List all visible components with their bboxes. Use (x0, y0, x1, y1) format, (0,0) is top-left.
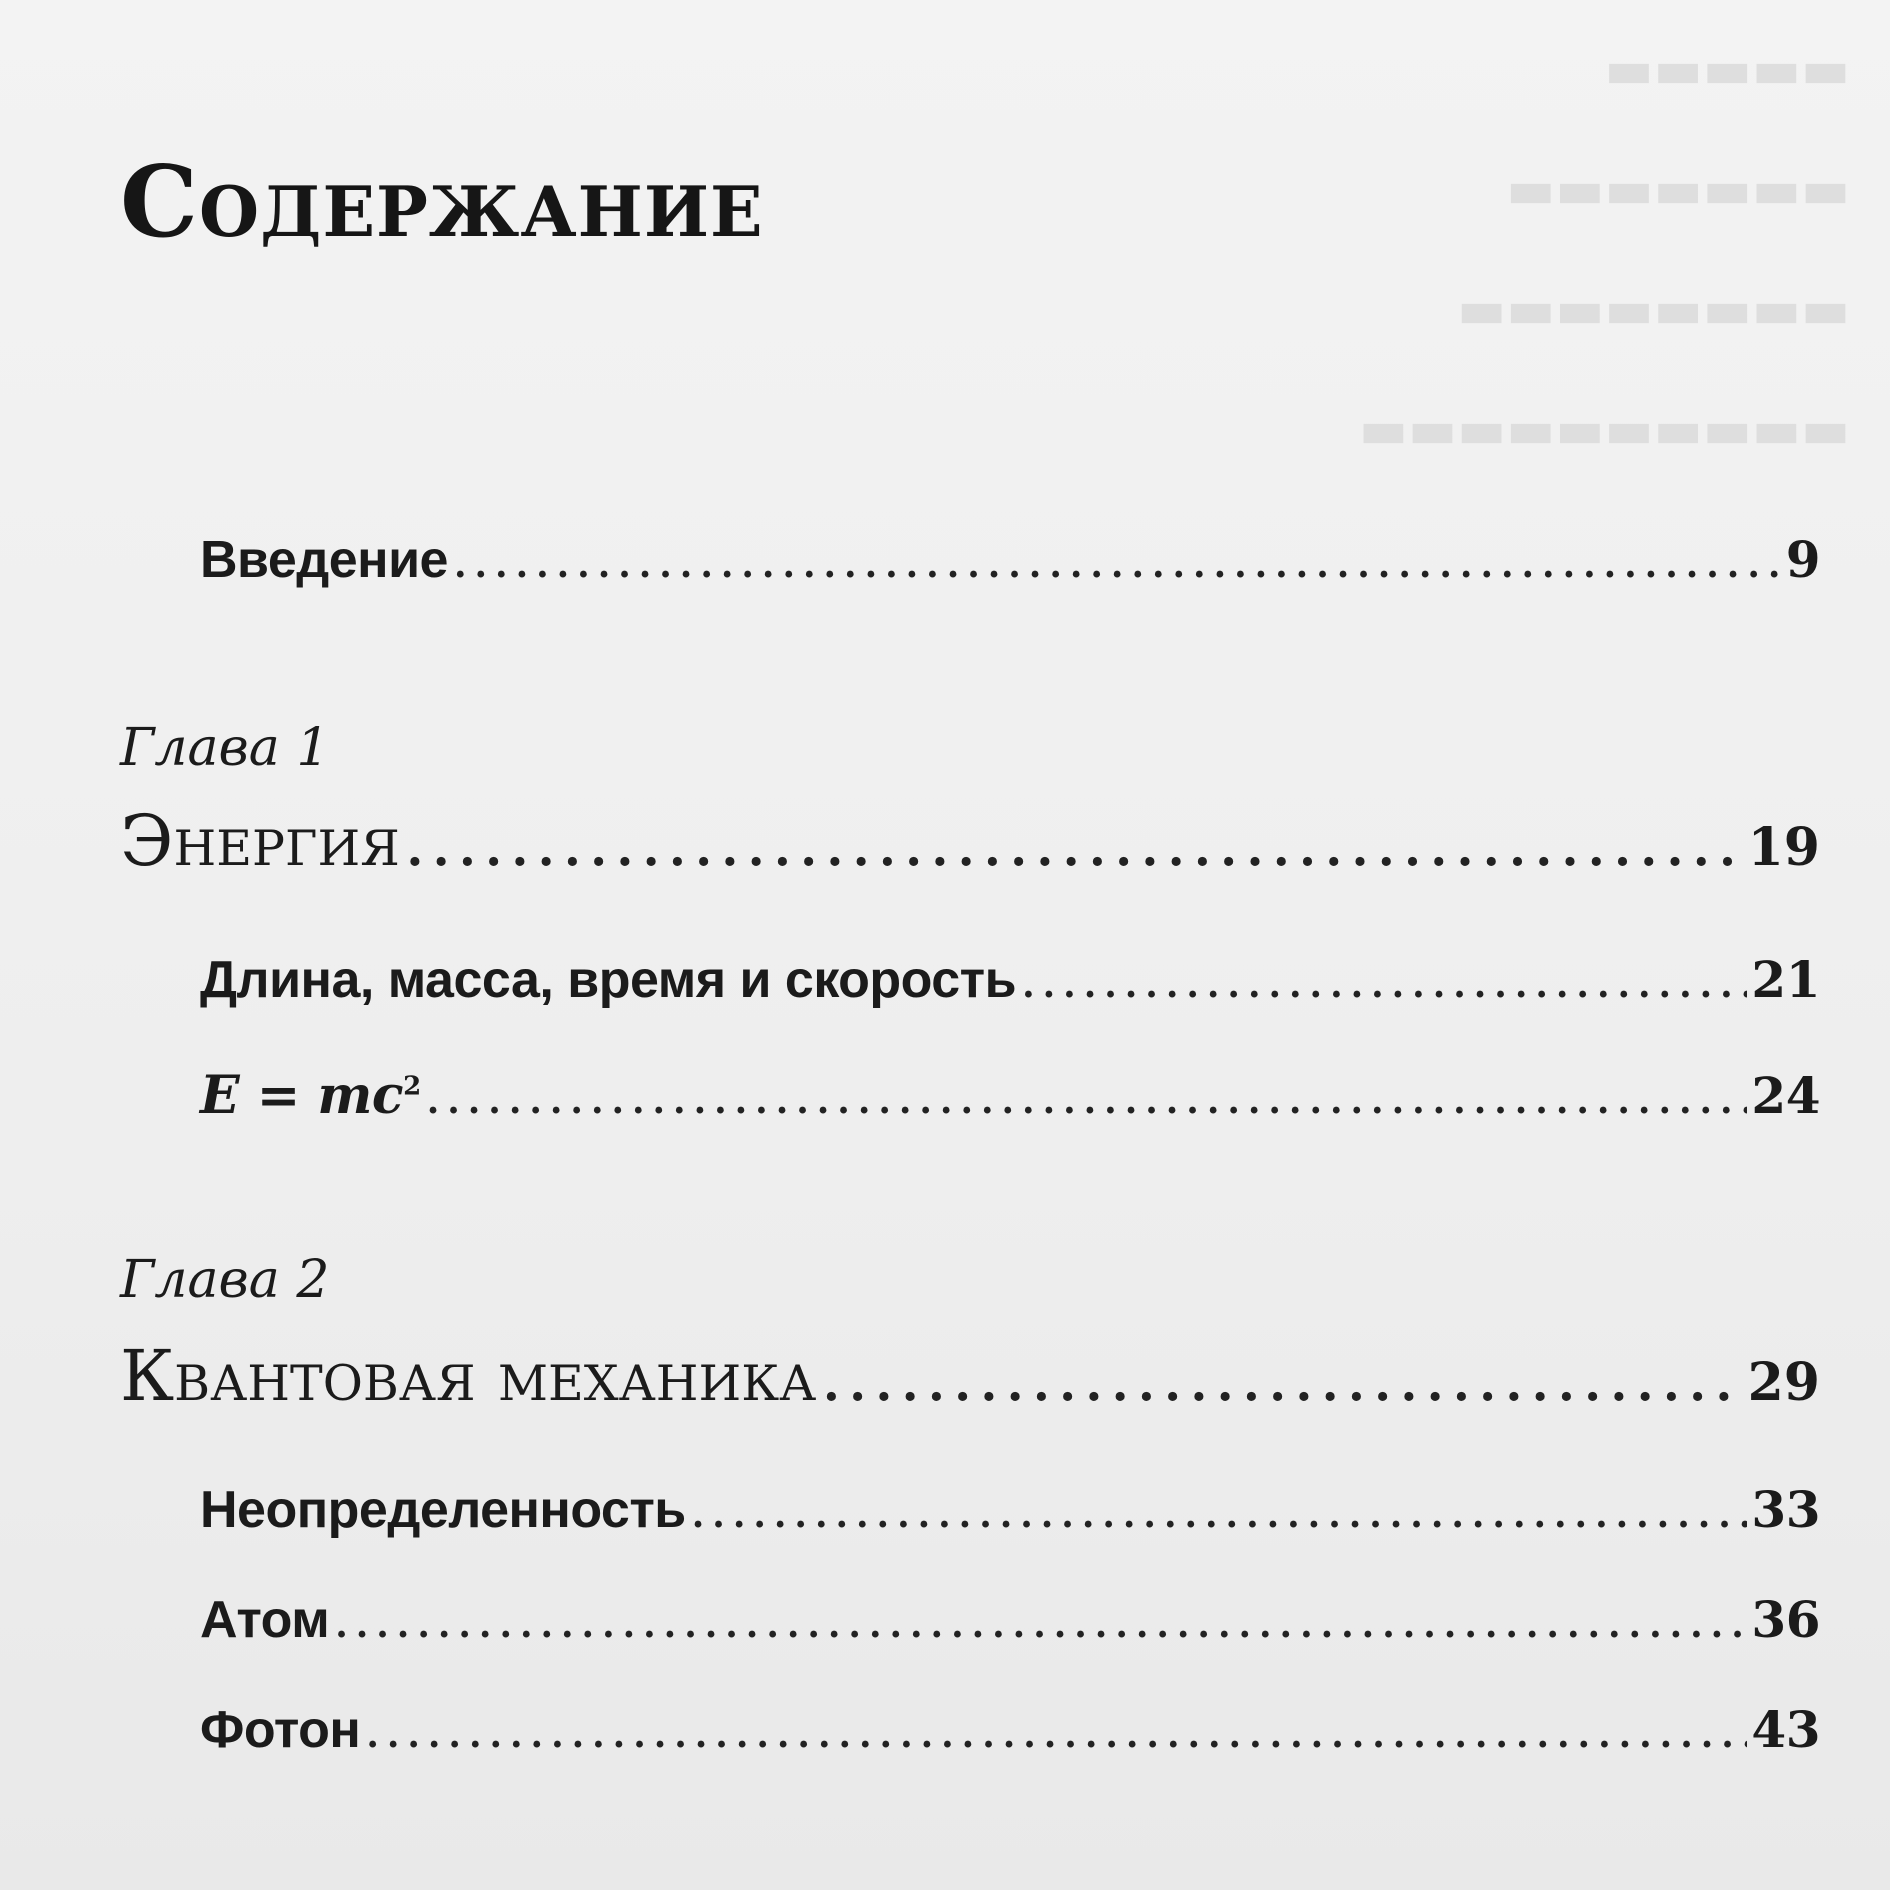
show-through-text: ▬▬▬▬▬ (1604, 40, 1850, 100)
dot-leader (452, 530, 1782, 590)
toc-page-number: 24 (1751, 1066, 1820, 1125)
toc-entry-section[interactable] (200, 1590, 1820, 1650)
dot-leader (1020, 950, 1747, 1010)
toc-entry-label (200, 1065, 421, 1126)
toc-page-number: 21 (1751, 950, 1820, 1009)
formula-superscript: 2 (403, 1071, 421, 1102)
toc-page-number: 36 (1751, 1590, 1820, 1649)
toc-page-number: 43 (1751, 1700, 1820, 1759)
toc-entry-chapter-2[interactable] (120, 1335, 1820, 1417)
chapter-label: Глава 2 (120, 1250, 330, 1310)
toc-entry-chapter-1[interactable] (120, 800, 1820, 882)
toc-page-number: 9 (1785, 530, 1820, 589)
dot-leader (333, 1590, 1747, 1650)
toc-entry-label: Атом (200, 1591, 330, 1649)
toc-entry-label: Фотон (200, 1701, 361, 1759)
dot-leader (404, 800, 1744, 882)
toc-page-number: 33 (1751, 1480, 1820, 1539)
page-title: Содержание (120, 144, 764, 260)
chapter-title: Квантовая механика (120, 1335, 817, 1417)
toc-entry-section[interactable] (200, 1480, 1820, 1540)
toc-entry-formula[interactable] (200, 1065, 1820, 1126)
formula-base: E = mc (200, 1065, 404, 1126)
chapter-title: Энергия (120, 800, 400, 882)
toc-entry-section[interactable] (200, 1700, 1820, 1760)
toc-entry-label: Введение (200, 531, 448, 589)
toc-entry-introduction[interactable] (200, 530, 1820, 590)
toc-page-number: 29 (1747, 1352, 1820, 1413)
dot-leader (820, 1335, 1743, 1417)
show-through-text: ▬▬▬▬▬▬▬▬ (1456, 280, 1850, 340)
toc-entry-label: Неопределенность (200, 1481, 686, 1539)
show-through-text: ▬▬▬▬▬▬▬▬▬▬ (1358, 400, 1850, 460)
chapter-label: Глава 1 (120, 718, 330, 778)
toc-entry-section[interactable] (200, 950, 1820, 1010)
dot-leader (364, 1700, 1747, 1760)
dot-leader (690, 1480, 1748, 1540)
toc-entry-label: Длина, масса, время и скорость (200, 951, 1017, 1009)
show-through-text: ▬▬▬▬▬▬▬ (1506, 160, 1850, 220)
dot-leader (425, 1066, 1748, 1126)
toc-page-number: 19 (1747, 817, 1820, 878)
